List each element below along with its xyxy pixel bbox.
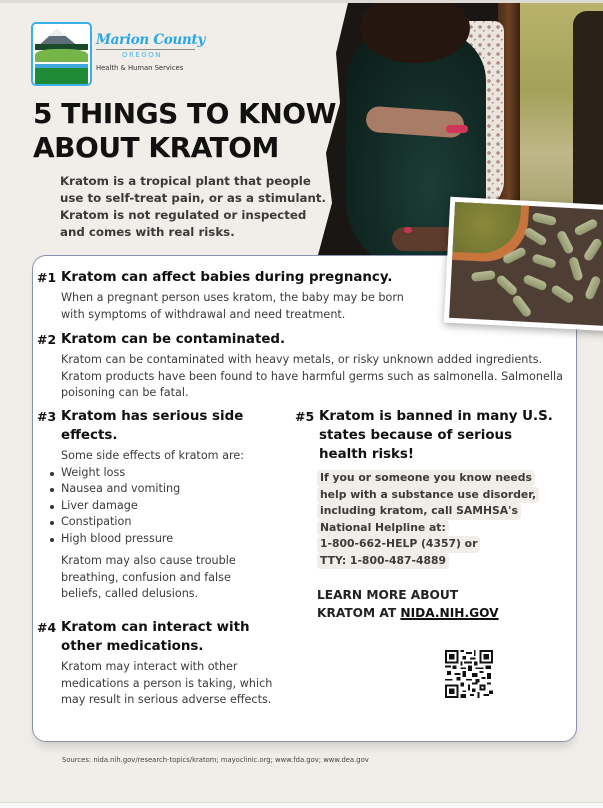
capsule (522, 274, 548, 292)
fact-title: Kratom has serious side effects. (61, 409, 244, 443)
facts-card (32, 255, 577, 742)
fact-3 (37, 407, 287, 603)
fact-number: #5 (295, 409, 315, 424)
fact-number: #2 (37, 332, 57, 347)
capsule (495, 274, 519, 297)
title-line-2: ABOUT KRATOM (33, 131, 279, 164)
fact-4 (37, 618, 297, 709)
fact-number: #1 (37, 270, 57, 285)
capsule (556, 230, 575, 255)
nails-upper (446, 125, 468, 133)
logo-field (35, 49, 88, 63)
learn-more-line-2: KRATOM AT (317, 606, 401, 620)
fact-body-extra: Kratom may also cause trouble breathing, confusion and false beliefs, called delusions. (61, 554, 236, 600)
fact-number: #3 (37, 409, 57, 424)
org-name: Marion County (96, 32, 206, 48)
intro-text: Kratom is a tropical plant that people use to self-treat pain, or as a stimulant. Kratom is not regulated or inspected and comes with real risks. (60, 174, 326, 239)
side-effects-list (37, 465, 287, 548)
capsule (511, 294, 533, 319)
org-state: OREGON (122, 51, 162, 59)
capsule (532, 212, 557, 226)
bottom-border (0, 802, 603, 808)
fact-body: Some side effects of kratom are: (61, 449, 244, 462)
logo-snowcap (49, 29, 66, 36)
helpline-line: If you or someone you know needs (317, 470, 535, 487)
capsule (471, 270, 496, 282)
org-divider (96, 49, 195, 50)
fact-body: When a pregnant person uses kratom, the baby may be born with symptoms of withdrawal and need treatment. (61, 291, 404, 321)
capsule (568, 256, 584, 282)
capsule (523, 226, 548, 247)
helpline-line: including kratom, call SAMHSA's (317, 503, 521, 520)
capsule (573, 218, 598, 237)
qr-code-icon[interactable] (445, 636, 493, 712)
top-border (0, 0, 603, 3)
org-department: Health & Human Services (96, 64, 184, 72)
capsule (531, 253, 557, 269)
helpline-tty[interactable]: TTY: 1-800-487-4889 (317, 553, 449, 570)
fact-body: Kratom may interact with other medications a person is taking, which may result in serious adverse effects. (61, 660, 273, 706)
list-item: Liver damage (49, 498, 287, 515)
helpline-line: help with a substance use disorder, (317, 487, 539, 504)
helpline-phone[interactable]: 1-800-662-HELP (4357) or (317, 536, 480, 553)
list-item: Nausea and vomiting (49, 481, 287, 498)
fact-2 (37, 330, 567, 402)
fact-5 (295, 407, 565, 569)
fact-title: Kratom can affect babies during pregnancy. (61, 270, 393, 285)
sources-footnote: Sources: nida.nih.gov/research-topics/kratom; mayoclinic.org; www.fda.gov; www.dea.gov (62, 756, 369, 764)
marion-county-logo-icon (31, 22, 92, 86)
list-item: Weight loss (49, 465, 287, 482)
capsule (550, 284, 575, 305)
capsule (583, 237, 603, 262)
list-item: Constipation (49, 514, 287, 531)
fact-body: Kratom can be contaminated with heavy metals, or risky unknown added ingredients. Kratom products have been found to have harmful germs such as salmonella. Salmonella poisoning can be fatal. (61, 353, 563, 399)
kratom-photo-inner (449, 202, 603, 326)
logo-grass (35, 68, 88, 84)
fact-title: Kratom can interact with other medications. (61, 620, 250, 654)
learn-more-line-1: LEARN MORE ABOUT (317, 588, 459, 602)
kratom-capsules-photo (444, 197, 603, 332)
helpline-line: National Helpline at: (317, 520, 449, 537)
samhsa-helpline-box (317, 470, 539, 569)
nida-link[interactable]: NIDA.NIH.GOV (400, 606, 499, 620)
list-item: High blood pressure (49, 531, 287, 548)
page-title (33, 97, 336, 165)
nails-lower (404, 227, 412, 233)
learn-more (317, 586, 499, 622)
title-line-1: 5 THINGS TO KNOW (33, 97, 336, 130)
fact-title: Kratom can be contaminated. (61, 332, 286, 347)
fact-number: #4 (37, 620, 57, 635)
capsule (584, 275, 602, 301)
fact-title: Kratom is banned in many U.S. states because of serious health risks! (319, 409, 553, 462)
